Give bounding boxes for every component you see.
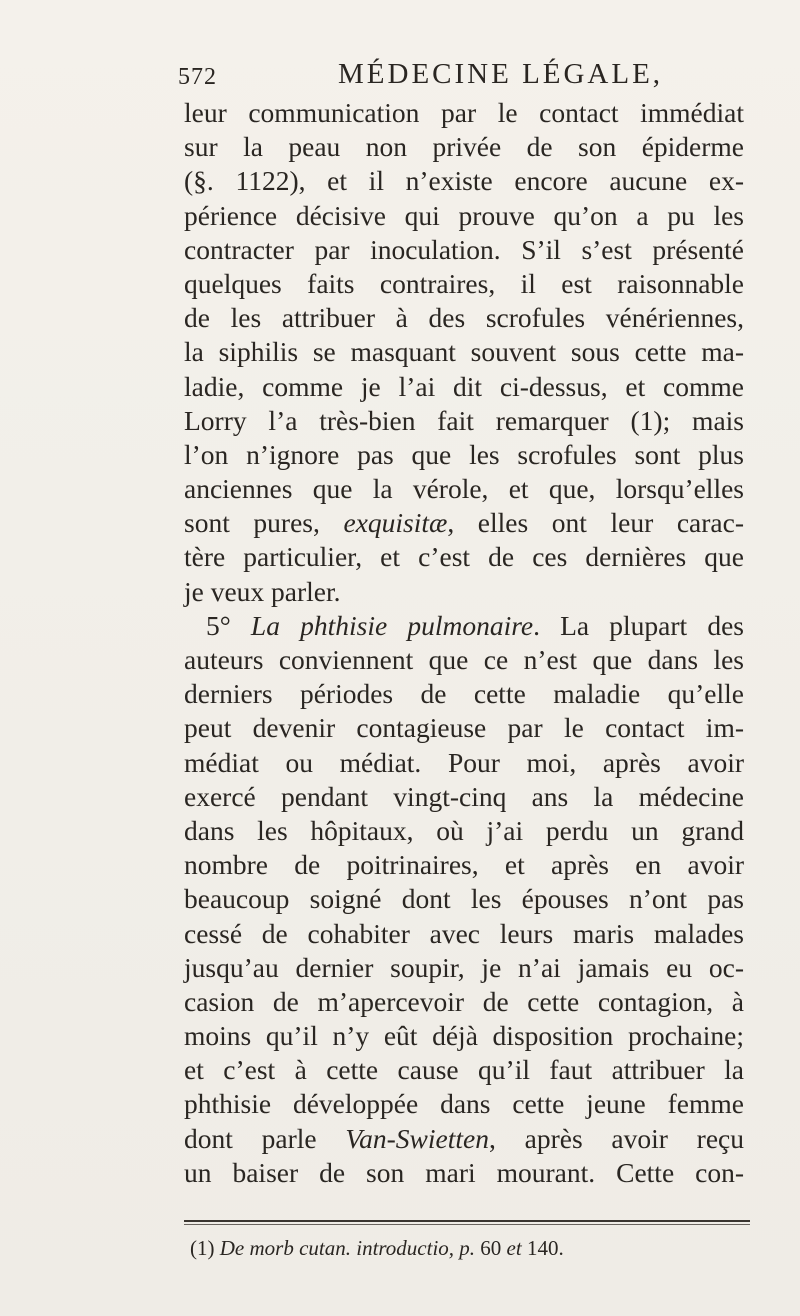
text-line: Lorry l’a très-bien fait remarquer (1); mais [184,404,744,436]
text-line: périence décisive qui prouve qu’on a pu les [184,199,744,231]
text-line: cessé de cohabiter avec leurs maris malades [184,917,744,949]
footnote-rule [184,1220,750,1222]
text-line: médiat ou médiat. Pour moi, après avoir [184,746,744,778]
author-name: Van-Swietten [345,1122,489,1154]
page-number: 572 [178,64,217,90]
text-line: nombre de poitrinaires, et après en avoir [184,849,744,881]
text-line: casion de m’apercevoir de cette contagion, à [184,985,744,1017]
text-line: derniers périodes de cette maladie qu’elle [184,678,744,710]
text-line: phthisie développée dans cette jeune femme [184,1088,744,1120]
text-line: (§. 1122), et il n’existe encore aucune ex- [184,165,744,197]
text-line: ladie, comme je l’ai dit ci-dessus, et comme [184,370,744,402]
text-line: un baiser de son mari mourant. Cette con- [184,1156,744,1188]
text-line: 5° La phthisie pulmonaire. La plupart des [206,609,744,641]
text-line: exercé pendant vingt-cinq ans la médecine [184,780,744,812]
running-head: MÉDECINE LÉGALE, [338,58,664,90]
text-line: moins qu’il n’y eût déjà disposition prochaine; [184,1020,744,1052]
text-line: l’on n’ignore pas que les scrofules sont plus [184,438,744,470]
body-text [184,96,744,1190]
text-line: contracter par inoculation. S’il s’est présenté [184,233,744,265]
text-line: peut devenir contagieuse par le contact im- [184,712,744,744]
text-line: dans les hôpitaux, où j’ai perdu un grand [184,814,744,846]
footnote-citation: De morb cutan. introductio, p. [219,1236,476,1260]
footnote-marker: (1) [190,1236,215,1260]
text-line: tère particulier, et c’est de ces dernières que [184,541,744,573]
text-line: la siphilis se masquant souvent sous cette ma- [184,336,744,368]
text-line: anciennes que la vérole, et que, lorsqu’elles [184,473,744,505]
text-line: beaucoup soigné dont les épouses n’ont pas [184,883,744,915]
text-line: de les attribuer à des scrofules vénériennes, [184,302,744,334]
section-title: La phthisie pulmonaire [250,609,534,641]
page-header [178,58,738,98]
text-line: sont pures, exquisitæ, elles ont leur carac- [184,507,744,539]
text-line: jusqu’au dernier soupir, je n’ai jamais eu oc- [184,951,744,983]
footnote-page: 60 [475,1236,507,1260]
footnote-conjunction: et [506,1236,522,1260]
footnote-rule-thin [184,1224,750,1225]
text-line: et c’est à cette cause qu’il faut attribuer la [184,1054,744,1086]
text-line: sur la peau non privée de son épiderme [184,131,744,163]
text-line: dont parle Van-Swietten, après avoir reçu [184,1122,744,1154]
text-line: leur communication par le contact immédiat [184,97,744,128]
italic-term: exquisitæ [343,507,448,539]
footnote [190,1236,564,1261]
text-line: quelques faits contraires, il est raisonnable [184,267,744,299]
text-line: auteurs conviennent que ce n’est que dans les [184,644,744,675]
footnote-page-end: 140. [521,1236,564,1260]
text-line: je veux parler. [184,575,341,607]
